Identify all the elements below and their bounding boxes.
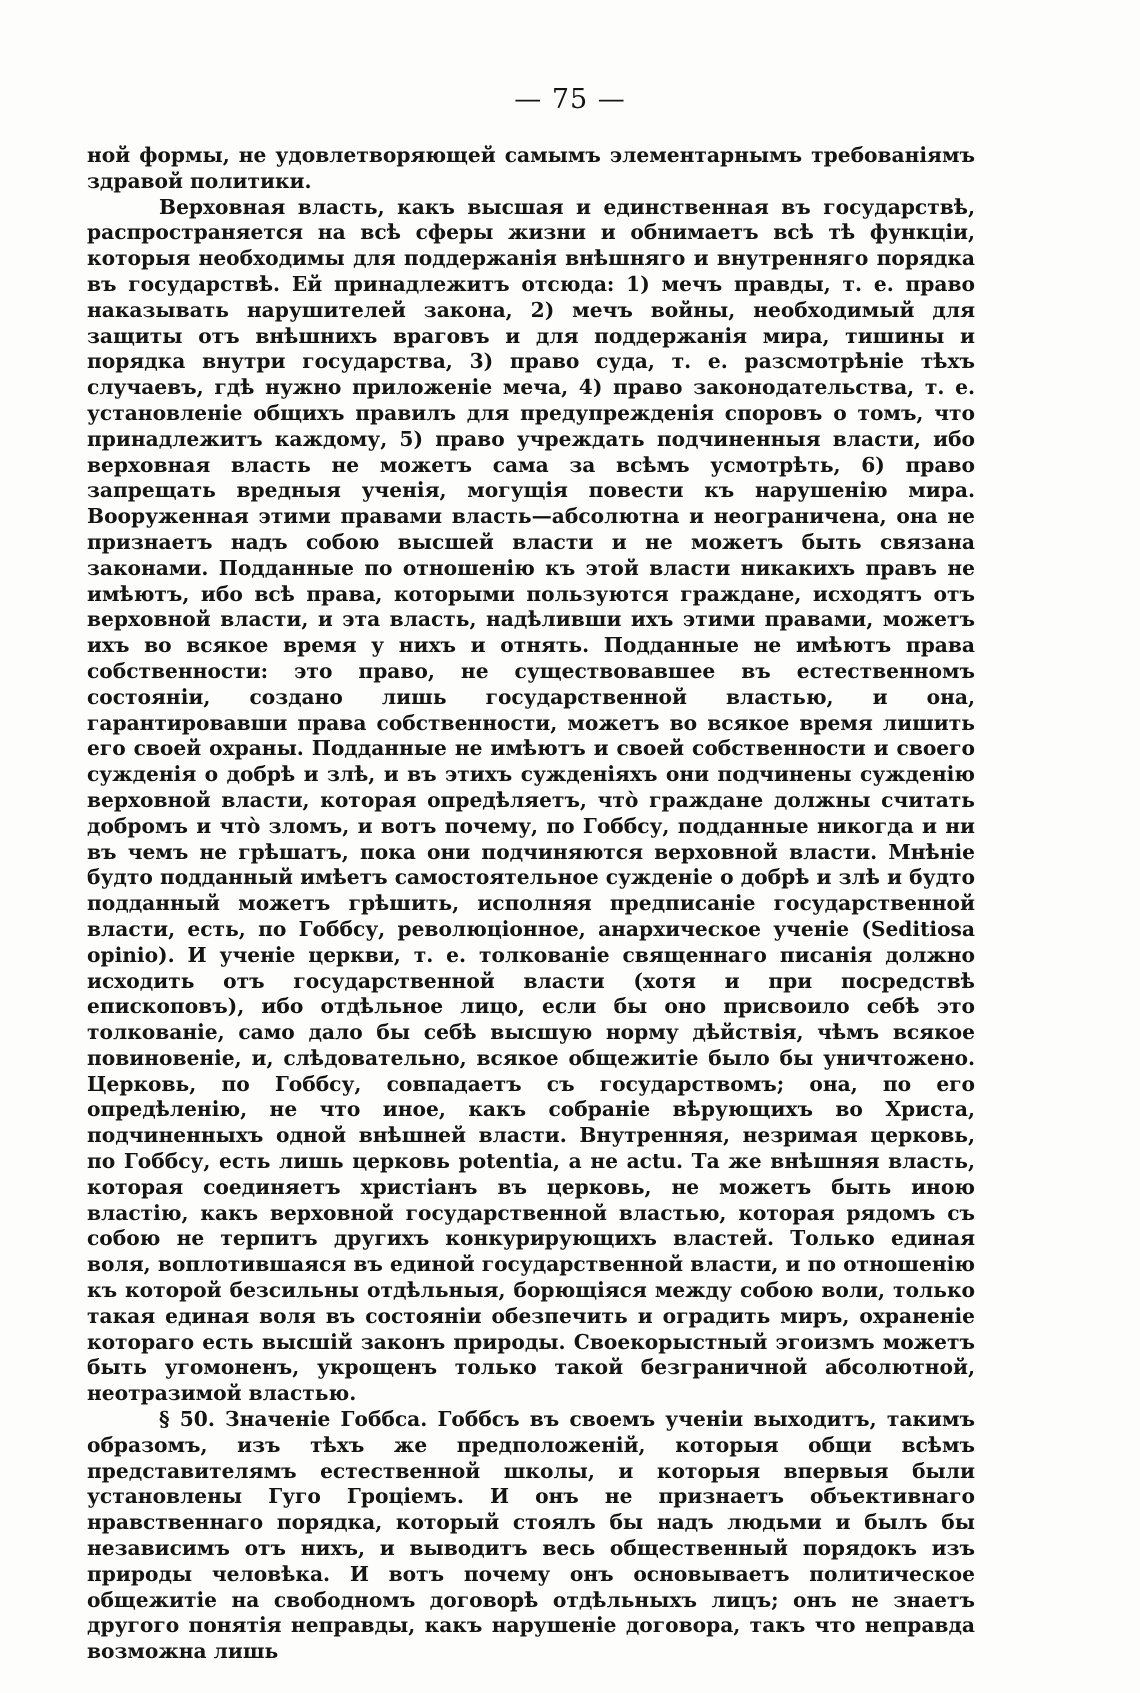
- paragraph-continuation: ной формы, не удовлетворяющей самымъ элементарнымъ требованіямъ здравой политики.: [87, 143, 975, 193]
- page-number: — 75 —: [514, 84, 626, 115]
- paragraph-section-50: [87, 1407, 975, 1665]
- body-text: [87, 143, 975, 1665]
- section-text: Гоббсъ въ своемъ ученіи выходитъ, такимъ образомъ, изъ тѣхъ же предположеній, которыя общи всѣмъ представителямъ естественной школы, и которыя впервыя были установлены Гуго Гроціемъ. И онъ не признаетъ объективнаго нравственнаго порядка, который стоялъ бы надъ людьми и былъ бы независимъ отъ нихъ, и выводитъ весь общественный порядокъ изъ природы человѣка. И вотъ почему онъ основываетъ политическое общежитіе на свободномъ договорѣ отдѣльныхъ лицъ; онъ не знаетъ другого понятія неправды, какъ нарушеніе договора, такъ что неправда возможна лишь: [87, 1407, 976, 1664]
- paragraph-supreme-power: Верховная власть, какъ высшая и единственная въ государствѣ, распространяется на всѣ сферы жизни и обнимаетъ всѣ тѣ функціи, которыя необходимы для поддержанія внѣшняго и внутренняго порядка въ государствѣ. Ей принадлежитъ отсюда: 1) мечъ правды, т. е. право наказывать нарушителей закона, 2) мечъ войны, необходимый для защиты отъ внѣшнихъ враговъ и для поддержанія мира, тишины и порядка внутри государства, 3) право суда, т. е. разсмотрѣніе тѣхъ случаевъ, гдѣ нужно приложеніе меча, 4) право законодательства, т. е. установленіе общихъ правилъ для предупрежденія споровъ о томъ, что принадлежитъ каждому, 5) право учреждать подчиненныя власти, ибо верховная власть не можетъ сама за всѣмъ усмотрѣть, 6) право запрещать вредныя ученія, могущія повести къ нарушенію мира. Вооруженная этими правами власть—абсолютна и неограничена, она не признаетъ надъ собою высшей власти и не можетъ быть связана законами. Подданные по отношенію къ этой власти никакихъ правъ не имѣютъ, ибо всѣ права, которыми пользуются граждане, исходятъ отъ верховной власти, и эта власть, надѣливши ихъ этими правами, можетъ ихъ во всякое время у нихъ и отнять. Подданные не имѣютъ права собственности: это право, не существовавшее въ естественномъ состояніи, создано лишь государственной властью, и она, гарантировавши права собственности, можетъ во всякое время лишить его своей охраны. Подданные не имѣютъ и своей собственности и своего сужденія о добрѣ и злѣ, и въ этихъ сужденіяхъ они подчинены сужденію верховной власти, которая опредѣляетъ, что̀ граждане должны считать добромъ и что̀ зломъ, и вотъ почему, по Гоббсу, подданные никогда и ни въ чемъ не грѣшатъ, пока они подчиняются верховной власти. Мнѣніе будто подданный имѣетъ самостоятельное сужденіе о добрѣ и злѣ и будто подданный можетъ грѣшить, исполняя предписаніе государственной власти, есть, по Гоббсу, революціонное, анархическое ученіе (Seditiosa opinio). И ученіе церкви, т. е. толкованіе священнаго писанія должно исходить отъ государственной власти (хотя и при посредствѣ епископовъ), ибо отдѣльное лицо, если бы оно присвоило себѣ это толкованіе, само дало бы себѣ высшую норму дѣйствія, чѣмъ всякое повиновеніе, и, слѣдовательно, всякое общежитіе было бы уничтожено. Церковь, по Гоббсу, совпадаетъ съ государствомъ; она, по его опредѣленію, не что иное, какъ собраніе вѣрующихъ во Христа, подчиненныхъ одной внѣшней власти. Внутренняя, незримая церковь, по Гоббсу, есть лишь церковь potentia, а не actu. Та же внѣшняя власть, которая соединяетъ христіанъ въ церковь, не можетъ быть иною властію, какъ верховной государственной властью, которая рядомъ съ собою не терпитъ другихъ конкурирующихъ властей. Только единая воля, воплотившаяся въ единой государственной власти, и по отношенію къ которой безсильны отдѣльныя, борющіяся между собою воли, только такая единая воля въ состояніи обезпечить и оградить миръ, охраненіе котораго есть высшій законъ природы. Своекорыстный эгоизмъ можетъ быть угомоненъ, укрощенъ только такой безграничной абсолютной, неотразимой властью.: [87, 194, 975, 1406]
- section-heading: § 50. Значеніе Гоббса.: [159, 1407, 428, 1432]
